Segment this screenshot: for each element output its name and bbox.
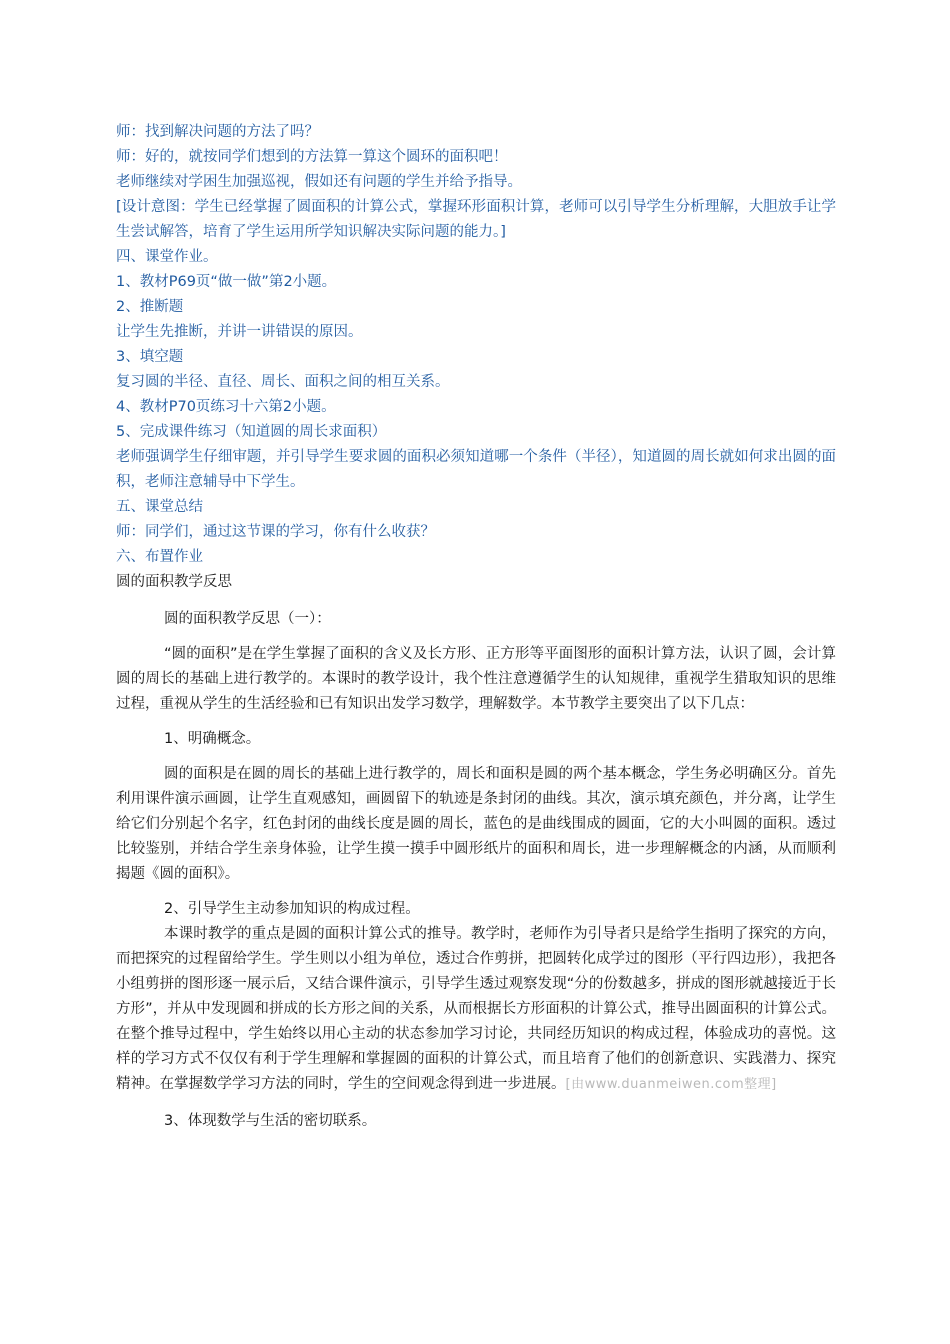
teacher-question: 师：找到解决问题的方法了吗？: [116, 124, 319, 140]
reflection-intro: “圆的面积”是在学生掌握了面积的含义及长方形、正方形等平面图形的面积计算方法，认识了圆，会计算圆的周长的基础上进行教学的。本课时的教学设计，我个性注意遵循学生的认知规律，重视学生猎取知识的思维过程，重视从学生的生活经验和已有知识出发学习数学，理解数学。本节教学主要突出了以下几点：: [116, 646, 836, 712]
classwork-item-2-desc: 让学生先推断，并讲一讲错误的原因。: [116, 324, 363, 340]
classwork-item-2: 2、推断题: [116, 299, 184, 315]
point-1-body: 圆的面积是在圆的周长的基础上进行教学的，周长和面积是圆的两个基本概念，学生务必明确区分。首先利用课件演示画圆，让学生直观感知，画圆留下的轨迹是条封闭的曲线。其次，演示填充颜色，并分离，让学生给它们分别起个名字，红色封闭的曲线长度是圆的周长，蓝色的是曲线围成的圆面，它的大小叫圆的面积。透过比较鉴别，并结合学生亲身体验，让学生摸一摸手中圆形纸片的面积和周长，进一步理解概念的内涵，从而顺利揭题《圆的面积》。: [116, 766, 836, 882]
classwork-item-1: 1、教材P69页“做一做”第2小题。: [116, 274, 337, 290]
reflection-section: [116, 570, 836, 1134]
point-1-title: 1、明确概念。: [164, 731, 261, 747]
classwork-item-5: 5、完成课件练习（知道圆的周长求面积）: [116, 424, 387, 440]
classwork-item-3: 3、填空题: [116, 349, 184, 365]
section-heading-summary: 五、课堂总结: [116, 499, 203, 515]
point-2-body: [116, 922, 836, 1097]
teacher-instruction: 师：好的，就按同学们想到的方法算一算这个圆环的面积吧！: [116, 149, 508, 165]
teacher-patrol-note: 老师继续对学困生加强巡视，假如还有问题的学生并给予指导。: [116, 174, 522, 190]
point-2-title: 2、引导学生主动参加知识的构成过程。: [164, 901, 420, 917]
reflection-heading: 圆的面积教学反思: [116, 574, 232, 590]
point-2-body-text: 本课时教学的重点是圆的面积计算公式的推导。教学时，老师作为引导者只是给学生指明了探究的方向，而把探究的过程留给学生。学生则以小组为单位，透过合作剪拼，把圆转化成学过的图形（平行四边形），我把各小组剪拼的图形逐一展示后，又结合课件演示，引导学生透过观察发现“分的份数越多，拼成的图形就越接近于长方形”，并从中发现圆和拼成的长方形之间的关系，从而根据长方形面积的计算公式，推导出圆面积的计算公式。在整个推导过程中，学生始终以用心主动的状态参加学习讨论，共同经历知识的构成过程，体验成功的喜悦。这样的学习方式不仅仅有利于学生理解和掌握圆的面积的计算公式，而且培育了他们的创新意识、实践潜力、探究精神。在掌握数学学习方法的同时，学生的空间观念得到进一步进展。: [116, 926, 836, 1092]
document-page: [116, 120, 836, 1134]
classwork-item-4: 4、教材P70页练习十六第2小题。: [116, 399, 336, 415]
summary-question: 师：同学们，通过这节课的学习，你有什么收获？: [116, 524, 435, 540]
point-3-title: 3、体现数学与生活的密切联系。: [164, 1113, 377, 1129]
classwork-item-5-desc: 老师强调学生仔细审题，并引导学生要求圆的面积必须知道哪一个条件（半径），知道圆的周长就如何求出圆的面积，老师注意辅导中下学生。: [116, 449, 836, 490]
design-intent: [设计意图：学生已经掌握了圆面积的计算公式，掌握环形面积计算，老师可以引导学生分析理解，大胆放手让学生尝试解答，培育了学生运用所学知识解决实际问题的能力。]: [116, 199, 836, 240]
source-note: [由www.duanmeiwen.com整理]: [565, 1077, 777, 1092]
section-heading-classwork: 四、课堂作业。: [116, 249, 218, 265]
section-heading-homework: 六、布置作业: [116, 549, 203, 565]
classwork-item-3-desc: 复习圆的半径、直径、周长、面积之间的相互关系。: [116, 374, 450, 390]
lesson-plan-section: [116, 120, 836, 570]
reflection-subheading: 圆的面积教学反思（一）：: [164, 611, 331, 627]
